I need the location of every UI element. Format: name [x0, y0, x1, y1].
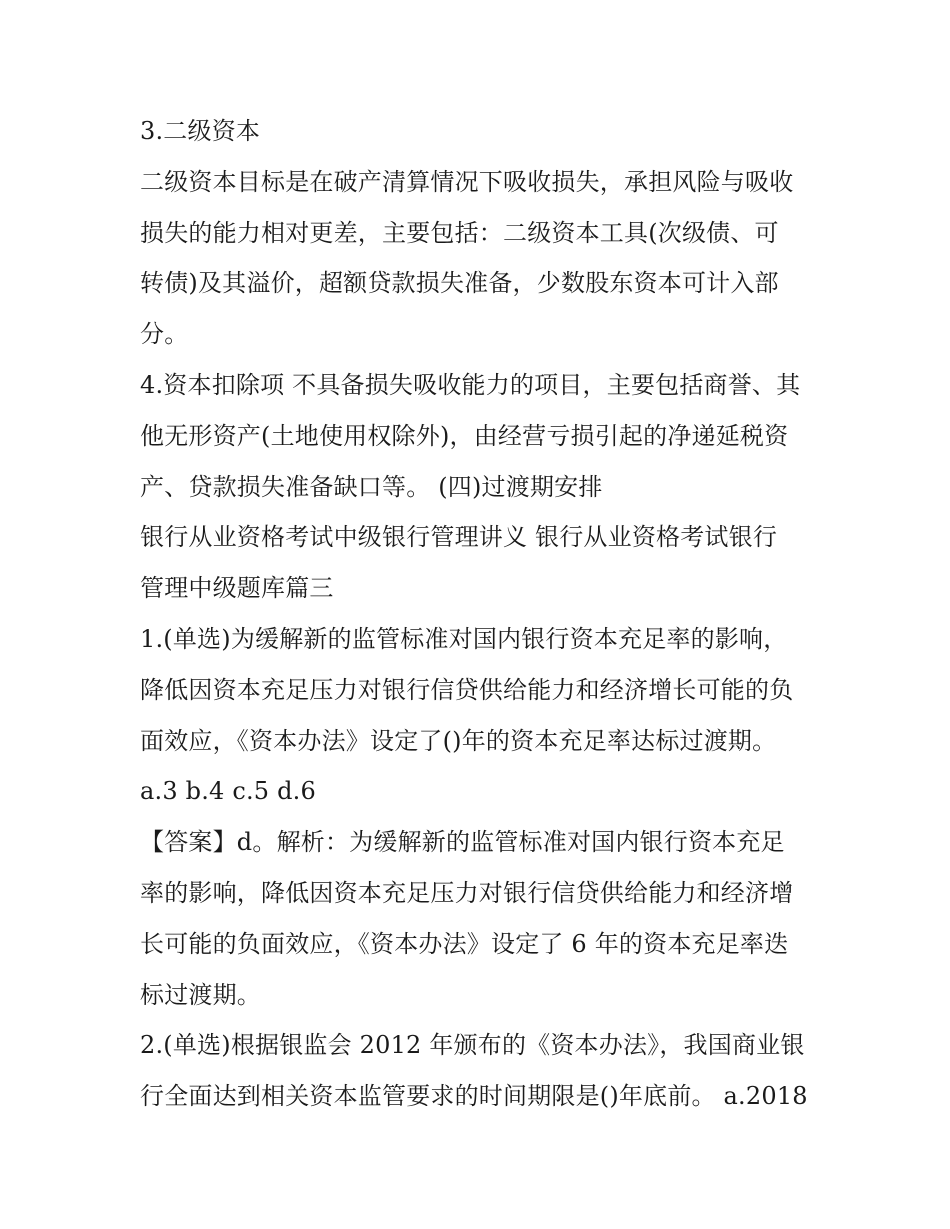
- text-line: 二级资本目标是在破产清算情况下吸收损失，承担风险与吸收: [140, 167, 794, 196]
- text-line: 面效应，《资本办法》设定了()年的资本充足率达标过渡期。: [140, 726, 777, 755]
- text-line: 长可能的负面效应，《资本办法》设定了 6 年的资本充足率迭: [140, 929, 789, 958]
- text-line: 降低因资本充足压力对银行信贷供给能力和经济增长可能的负: [140, 675, 794, 704]
- document-body: [140, 111, 820, 1127]
- text-line-section-title: 管理中级题库篇三: [140, 574, 334, 603]
- text-line-options: a.3 b.4 c.5 d.6: [140, 777, 316, 806]
- text-line: 转债)及其溢价，超额贷款损失准备，少数股东资本可计入部: [140, 269, 779, 298]
- text-line: 标过渡期。: [140, 980, 261, 1009]
- text-line: 他无形资产(土地使用权除外)，由经营亏损引起的净递延税资: [140, 421, 789, 450]
- text-line-heading-tier2-capital: 3.二级资本: [140, 117, 261, 145]
- text-line: 分。: [140, 320, 189, 349]
- text-line-question-2: 2.(单选)根据银监会 2012 年颁布的《资本办法》，我国商业银: [140, 1031, 805, 1060]
- text-line-section-title: 银行从业资格考试中级银行管理讲义 银行从业资格考试银行: [140, 523, 778, 552]
- text-line: 率的影响，降低因资本充足压力对银行信贷供给能力和经济增: [140, 878, 794, 907]
- text-line-capital-deductions: 4.资本扣除项 不具备损失吸收能力的项目，主要包括商誉、其: [140, 370, 801, 399]
- text-line-answer: 【答案】d。解析：为缓解新的监管标准对国内银行资本充足: [140, 828, 785, 857]
- text-line: 产、贷款损失准备缺口等。 (四)过渡期安排: [140, 472, 603, 501]
- text-line-question-1: 1.(单选)为缓解新的监管标准对国内银行资本充足率的影响，: [140, 624, 788, 653]
- text-line: 行全面达到相关资本监管要求的时间期限是()年底前。 a.2018: [140, 1082, 808, 1111]
- text-line: 损失的能力相对更差，主要包括：二级资本工具(次级债、可: [140, 218, 779, 247]
